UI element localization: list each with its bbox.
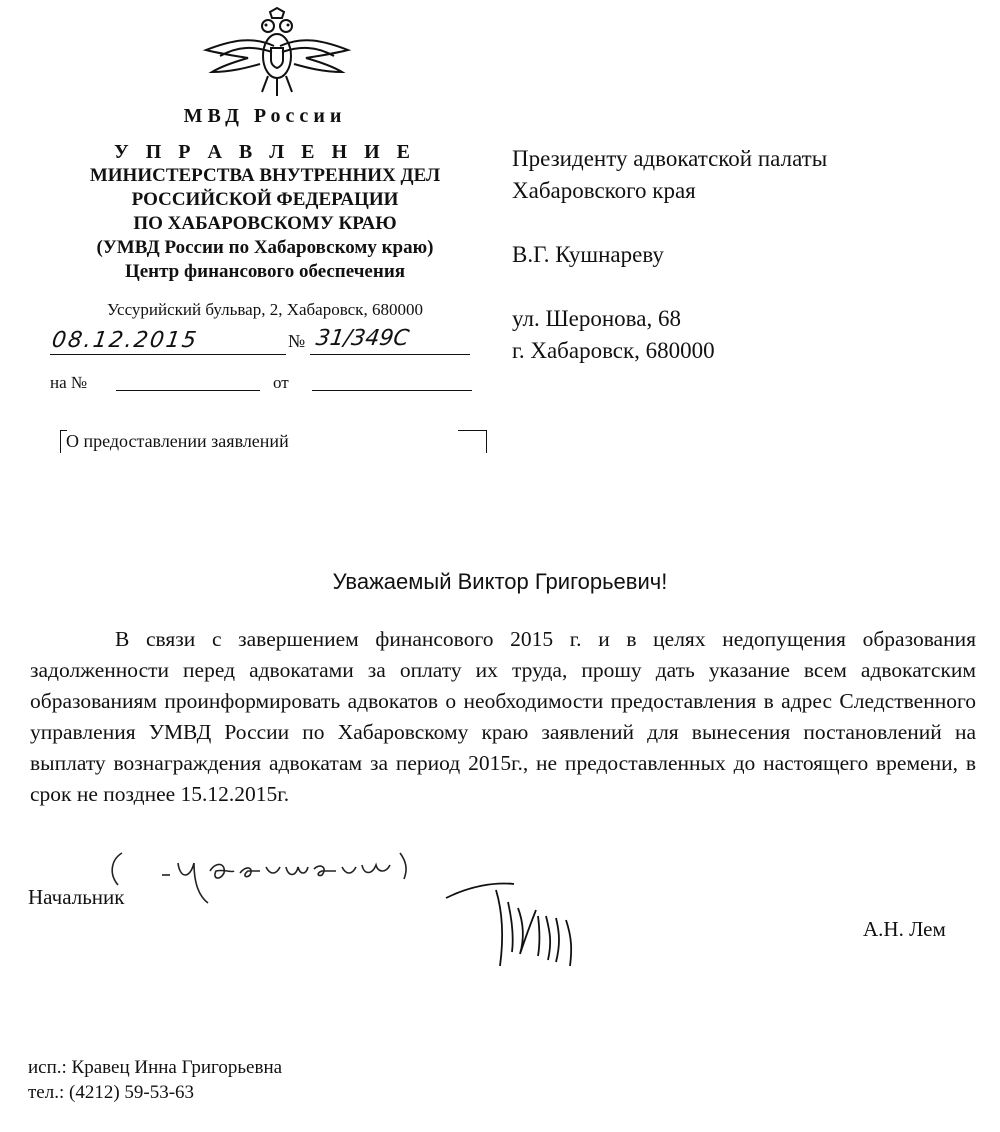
org-line: РОССИЙСКОЙ ФЕДЕРАЦИИ [131,189,399,210]
addressee-line: г. Хабаровск, 680000 [512,338,715,363]
signer-title: Начальник [28,885,125,909]
reference-date-line [312,390,472,391]
addressee-line: Хабаровского края [512,178,696,203]
addressee-line [512,207,827,239]
letter-subject: О предоставлении заявлений [66,431,289,451]
addressee-line: Президенту адвокатской палаты [512,146,828,171]
reference-number-line [116,390,260,391]
reference-number-label: на № [50,373,88,392]
handwritten-note-icon [100,845,440,905]
org-full-name [30,140,500,284]
org-line: ПО ХАБАРОВСКОМУ КРАЮ [133,213,397,234]
org-short-name: МВД России [183,105,347,127]
number-underline [310,354,470,355]
addressee-block [512,143,827,367]
addressee-line: В.Г. Кушнареву [512,242,664,267]
org-line: МИНИСТЕРСТВА ВНУТРЕННИХ ДЕЛ [89,165,441,186]
date-underline [50,354,286,355]
executor-block [28,1055,282,1105]
org-line: У П Р А В Л Е Н И Е [114,141,416,163]
addressee-line: ул. Шеронова, 68 [512,306,681,331]
executor-name: исп.: Кравец Инна Григорьевна [28,1057,283,1078]
emblem-eagle-icon [192,6,362,100]
addressee-line [512,271,827,303]
registration-number-handwritten: 31/349С [314,326,411,351]
letter-body: В связи с завершением финансового 2015 г. и в целях недопущения образования задолженности перед адвокатами за оплату их труда, прошу дать указание всем адвокатским образованиям проинформировать адвокатов о необходимости предоставления в адрес Следственного управления УМВД России по Хабаровскому краю заявлений для вынесения постановлений на выплату вознаграждения адвокатам за период 2015г., не предоставленных до настоящего времени, в срок не позднее 15.12.2015г. [30,627,976,806]
registration-number-label: № [288,331,306,351]
signer-name: А.Н. Лем [863,917,946,941]
registration-date-handwritten: 08.12.2015 [50,328,200,353]
org-address: Уссурийский бульвар, 2, Хабаровск, 680000 [107,300,423,319]
executor-phone: тел.: (4212) 59-53-63 [28,1082,195,1103]
salutation: Уважаемый Виктор Григорьевич! [332,569,668,594]
org-line: Центр финансового обеспечения [124,261,406,282]
org-line: (УМВД России по Хабаровскому краю) [96,237,434,258]
signature-icon [440,880,590,970]
subject-bracket-right [458,430,487,453]
reference-date-label: от [273,373,289,392]
